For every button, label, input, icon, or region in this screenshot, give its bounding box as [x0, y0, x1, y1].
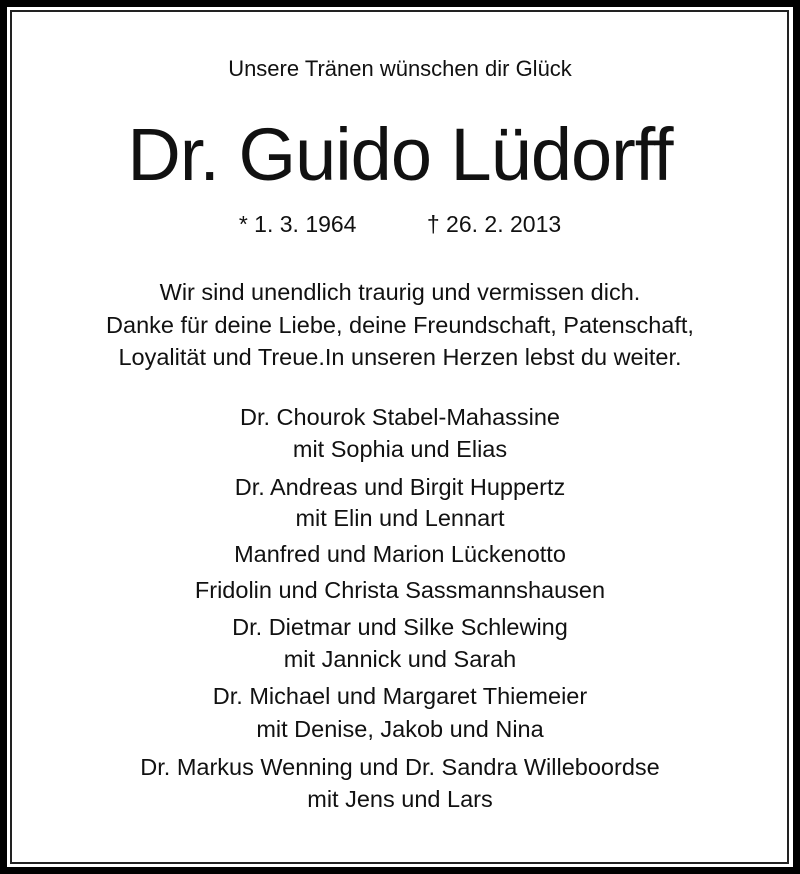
mourner-line: Dr. Dietmar und Silke Schlewing: [232, 614, 568, 640]
message-line: Danke für deine Liebe, deine Freundschaft, Patenschaft,: [106, 312, 694, 338]
motto: Unsere Tränen wünschen dir Glück: [228, 56, 572, 81]
mourner-line: mit Denise, Jakob und Nina: [256, 716, 544, 742]
mourner-line: mit Jannick und Sarah: [283, 646, 517, 672]
mourner-line: mit Elin und Lennart: [295, 505, 505, 531]
dates: [0, 211, 800, 238]
deceased-name: Dr. Guido Lüdorff: [127, 113, 673, 196]
mourner-line: mit Jens und Lars: [307, 786, 493, 812]
birth-date: * 1. 3. 1964: [238, 211, 357, 237]
message-line: Wir sind unendlich traurig und vermissen dich.: [159, 279, 641, 305]
mourner-line: Dr. Chourok Stabel-Mahassine: [239, 404, 560, 430]
death-date: † 26. 2. 2013: [426, 211, 562, 237]
mourner-line: Dr. Michael und Margaret Thiemeier: [212, 683, 588, 709]
mourner-line: mit Sophia und Elias: [292, 436, 508, 462]
mourner-line: Dr. Markus Wenning und Dr. Sandra Willeboordse: [140, 754, 660, 780]
mourner-line: Manfred und Marion Lückenotto: [234, 541, 566, 567]
message-line: Loyalität und Treue.In unseren Herzen lebst du weiter.: [118, 344, 682, 370]
mourner-line: Fridolin und Christa Sassmannshausen: [194, 577, 606, 603]
mourner-line: Dr. Andreas und Birgit Huppertz: [234, 474, 566, 500]
